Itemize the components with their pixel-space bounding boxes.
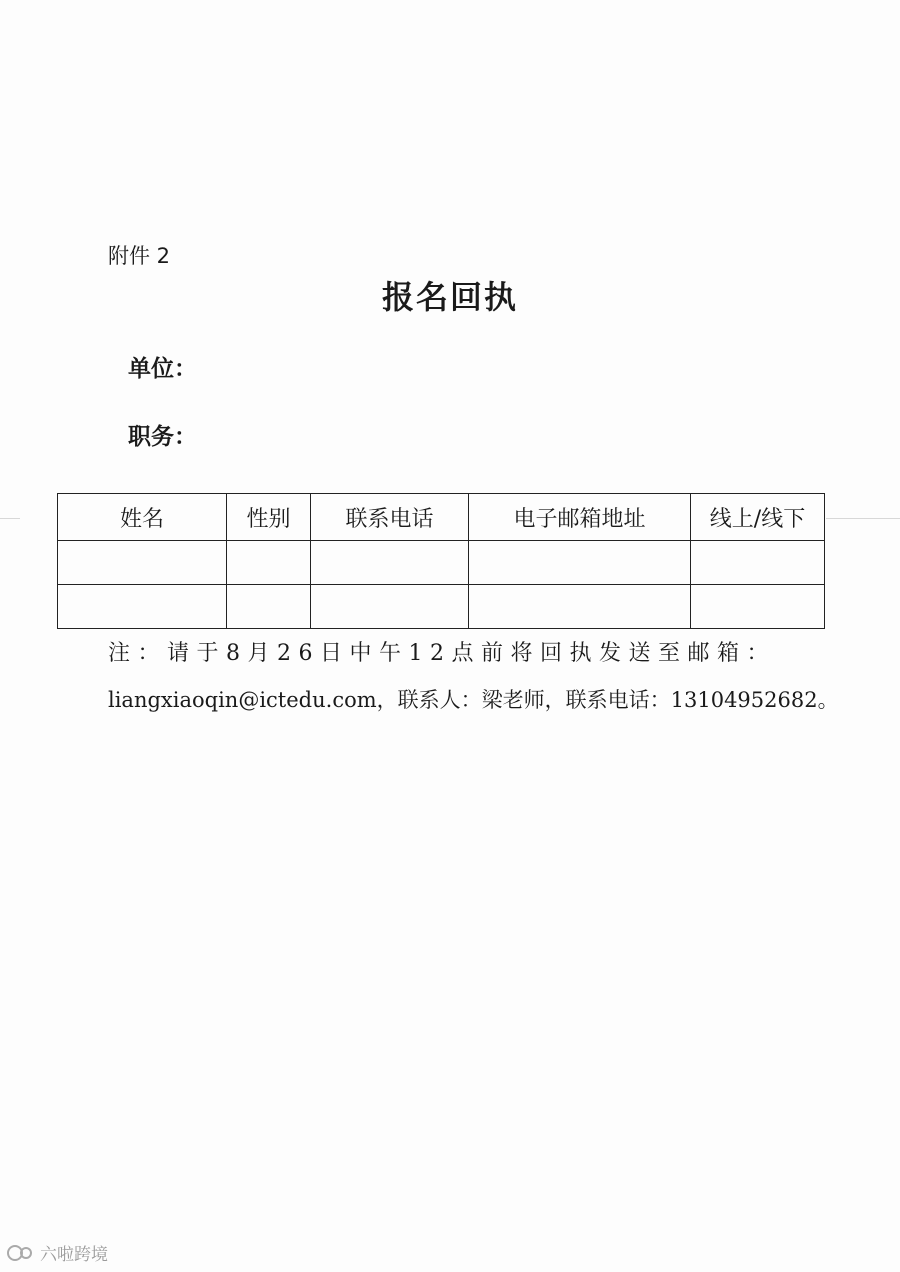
- cell-online-offline[interactable]: [691, 585, 825, 629]
- table-row: [58, 585, 825, 629]
- cell-phone[interactable]: [311, 585, 469, 629]
- registration-table: [57, 493, 825, 629]
- header-phone: 联系电话: [311, 494, 469, 541]
- attachment-label: 附件 2: [108, 244, 171, 268]
- watermark-text: 六啦跨境: [40, 1245, 108, 1265]
- cell-gender[interactable]: [227, 585, 311, 629]
- watermark-logo-icon: [6, 1243, 36, 1263]
- cell-name[interactable]: [58, 541, 227, 585]
- cell-gender[interactable]: [227, 541, 311, 585]
- header-online-offline: 线上/线下: [691, 494, 825, 541]
- header-email: 电子邮箱地址: [469, 494, 691, 541]
- header-name: 姓名: [58, 494, 227, 541]
- cell-email[interactable]: [469, 541, 691, 585]
- cell-email[interactable]: [469, 585, 691, 629]
- unit-field-label: 单位：: [128, 356, 197, 382]
- scan-mark-left: [0, 518, 20, 519]
- scan-mark-right: [826, 518, 900, 519]
- note-line-2: liangxiaoqin@ictedu.com，联系人：梁老师，联系电话：13104952682。: [108, 688, 839, 712]
- watermark: [6, 1240, 108, 1265]
- page-title: 报名回执: [381, 278, 518, 316]
- cell-phone[interactable]: [311, 541, 469, 585]
- cell-online-offline[interactable]: [691, 541, 825, 585]
- header-gender: 性别: [227, 494, 311, 541]
- position-field-label: 职务：: [128, 424, 197, 450]
- table-header-row: [58, 494, 825, 541]
- note-line-1: 注：请于8月26日中午12点前将回执发送至邮箱：: [108, 641, 776, 666]
- cell-name[interactable]: [58, 585, 227, 629]
- table-row: [58, 541, 825, 585]
